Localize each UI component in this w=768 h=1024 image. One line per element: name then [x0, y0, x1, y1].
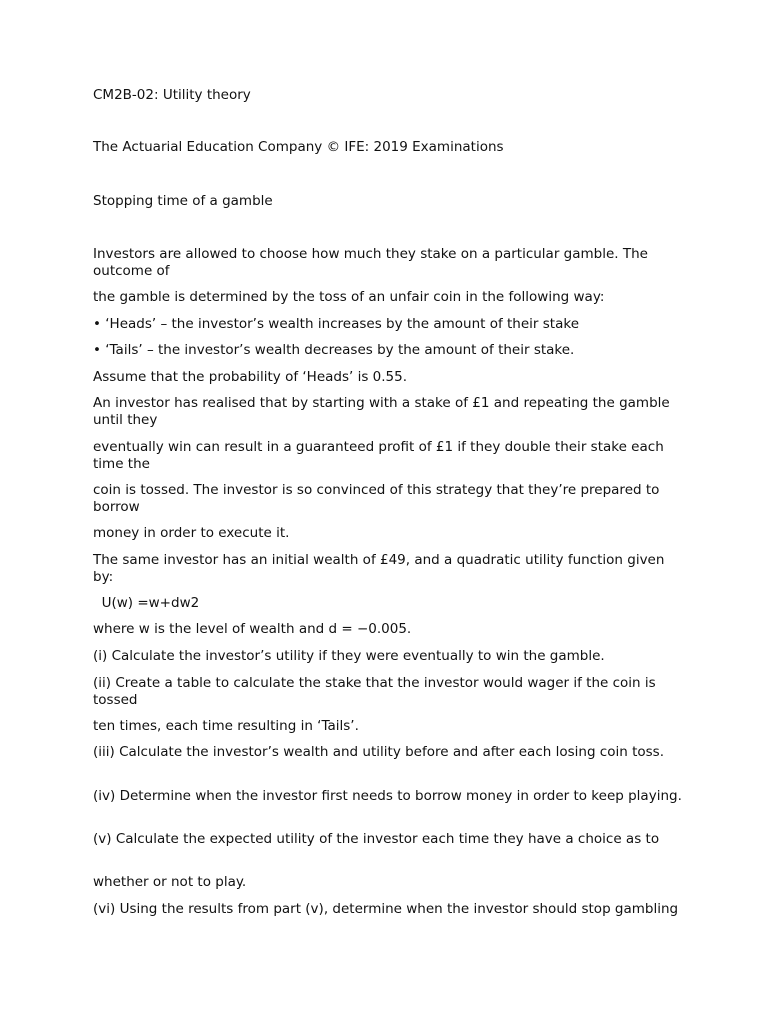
bullet-heads: • ‘Heads’ – the investor’s wealth increases by the amount of their stake	[93, 316, 580, 332]
paragraph-7: money in order to execute it.	[93, 525, 290, 541]
section-heading: Stopping time of a gamble	[93, 193, 273, 209]
question-i: (i) Calculate the investor’s utility if they were eventually to win the gamble.	[93, 648, 605, 664]
question-ii: (ii) Create a table to calculate the stake that the investor would wager if the coin is tossed	[93, 675, 656, 708]
paragraph-4: An investor has realised that by starting with a stake of £1 and repeating the gamble until they	[93, 395, 670, 428]
course-title: CM2B-02: Utility theory	[93, 87, 251, 103]
paragraph-3: Assume that the probability of ‘Heads’ is 0.55.	[93, 369, 408, 385]
paragraph-5: eventually win can result in a guaranteed profit of £1 if they double their stake each time the	[93, 439, 664, 472]
utility-formula: U(w) =w+dw2	[93, 595, 200, 611]
paragraph-1: Investors are allowed to choose how much they stake on a particular gamble. The outcome of	[93, 246, 648, 279]
bullet-tails: • ‘Tails’ – the investor’s wealth decreases by the amount of their stake.	[93, 342, 575, 358]
paragraph-8: The same investor has an initial wealth of £49, and a quadratic utility function given by:	[93, 552, 665, 585]
paragraph-2: the gamble is determined by the toss of an unfair coin in the following way:	[93, 289, 605, 305]
question-ii-continued: ten times, each time resulting in ‘Tails’.	[93, 718, 359, 734]
paragraph-6: coin is tossed. The investor is so convinced of this strategy that they’re prepared to borrow	[93, 482, 660, 515]
question-v: (v) Calculate the expected utility of the investor each time they have a choice as to	[93, 831, 660, 847]
question-iii: (iii) Calculate the investor’s wealth and utility before and after each losing coin toss.	[93, 744, 665, 760]
paragraph-9: where w is the level of wealth and d = −0.005.	[93, 621, 412, 637]
publisher-line: The Actuarial Education Company © IFE: 2019 Examinations	[93, 139, 504, 155]
question-v-continued: whether or not to play.	[93, 874, 247, 890]
question-iv: (iv) Determine when the investor first needs to borrow money in order to keep playing.	[93, 788, 682, 804]
question-vi: (vi) Using the results from part (v), determine when the investor should stop gambling	[93, 901, 679, 917]
